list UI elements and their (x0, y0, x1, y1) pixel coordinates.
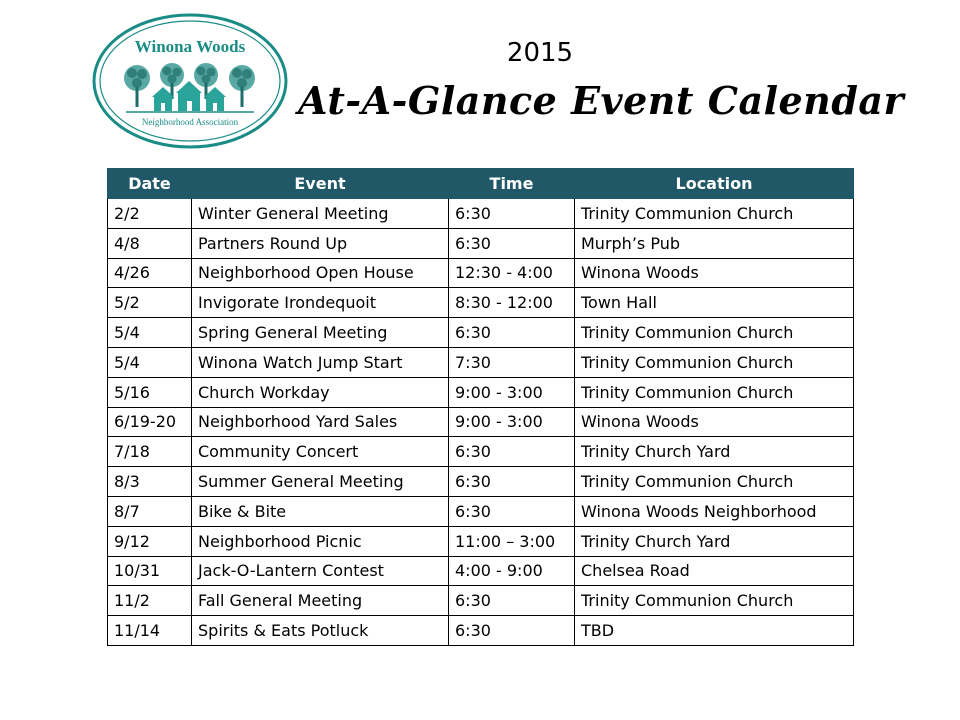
cell-location: Chelsea Road (575, 556, 854, 586)
cell-event: Spirits & Eats Potluck (192, 616, 449, 646)
table-row (108, 526, 854, 556)
cell-time: 9:00 - 3:00 (449, 377, 575, 407)
table-row (108, 437, 854, 467)
logo-name: Winona Woods (134, 37, 246, 56)
table-row (108, 318, 854, 348)
cell-event: Neighborhood Open House (192, 258, 449, 288)
cell-event: Jack-O-Lantern Contest (192, 556, 449, 586)
cell-location: Trinity Church Yard (575, 526, 854, 556)
cell-location: Trinity Communion Church (575, 318, 854, 348)
cell-event: Church Workday (192, 377, 449, 407)
cell-location: Winona Woods (575, 258, 854, 288)
logo-houses (152, 81, 226, 111)
table-row (108, 377, 854, 407)
logo-subtitle: Neighborhood Association (141, 117, 239, 127)
cell-time: 4:00 - 9:00 (449, 556, 575, 586)
cell-event: Bike & Bite (192, 496, 449, 526)
cell-time: 8:30 - 12:00 (449, 288, 575, 318)
cell-date: 9/12 (108, 526, 192, 556)
cell-date: 5/16 (108, 377, 192, 407)
cell-date: 4/8 (108, 228, 192, 258)
cell-location: Winona Woods (575, 407, 854, 437)
cell-date: 5/4 (108, 347, 192, 377)
cell-location: Murph’s Pub (575, 228, 854, 258)
cell-event: Partners Round Up (192, 228, 449, 258)
cell-date: 5/2 (108, 288, 192, 318)
house-icon (176, 81, 202, 111)
cell-date: 10/31 (108, 556, 192, 586)
cell-event: Winona Watch Jump Start (192, 347, 449, 377)
cell-date: 4/26 (108, 258, 192, 288)
cell-time: 6:30 (449, 318, 575, 348)
column-header-location: Location (575, 169, 854, 199)
table-row (108, 586, 854, 616)
tree-icon (124, 65, 150, 107)
cell-event: Community Concert (192, 437, 449, 467)
cell-location: Trinity Communion Church (575, 586, 854, 616)
cell-location: Trinity Communion Church (575, 347, 854, 377)
cell-time: 6:30 (449, 586, 575, 616)
cell-event: Winter General Meeting (192, 199, 449, 229)
column-header-date: Date (108, 169, 192, 199)
table-row (108, 556, 854, 586)
column-header-event: Event (192, 169, 449, 199)
cell-event: Neighborhood Picnic (192, 526, 449, 556)
table-row (108, 496, 854, 526)
cell-location: TBD (575, 616, 854, 646)
table-row (108, 467, 854, 497)
cell-location: Trinity Communion Church (575, 377, 854, 407)
cell-event: Summer General Meeting (192, 467, 449, 497)
cell-event: Fall General Meeting (192, 586, 449, 616)
cell-time: 6:30 (449, 228, 575, 258)
column-header-time: Time (449, 169, 575, 199)
cell-location: Town Hall (575, 288, 854, 318)
cell-time: 7:30 (449, 347, 575, 377)
cell-time: 6:30 (449, 199, 575, 229)
cell-location: Trinity Church Yard (575, 437, 854, 467)
logo-oval-outer (94, 15, 286, 147)
cell-date: 7/18 (108, 437, 192, 467)
cell-date: 5/4 (108, 318, 192, 348)
event-calendar-table (107, 168, 854, 646)
cell-time: 12:30 - 4:00 (449, 258, 575, 288)
table-header-row (108, 169, 854, 199)
table-row (108, 347, 854, 377)
cell-time: 6:30 (449, 496, 575, 526)
cell-event: Spring General Meeting (192, 318, 449, 348)
cell-time: 11:00 – 3:00 (449, 526, 575, 556)
cell-location: Winona Woods Neighborhood (575, 496, 854, 526)
cell-date: 8/3 (108, 467, 192, 497)
calendar-year: 2015 (506, 38, 574, 68)
table-row (108, 616, 854, 646)
cell-date: 11/2 (108, 586, 192, 616)
table-row (108, 258, 854, 288)
cell-location: Trinity Communion Church (575, 199, 854, 229)
cell-date: 11/14 (108, 616, 192, 646)
cell-date: 8/7 (108, 496, 192, 526)
cell-event: Invigorate Irondequoit (192, 288, 449, 318)
winona-woods-logo (92, 13, 288, 149)
table-row (108, 228, 854, 258)
cell-time: 6:30 (449, 467, 575, 497)
table-row (108, 199, 854, 229)
cell-event: Neighborhood Yard Sales (192, 407, 449, 437)
cell-location: Trinity Communion Church (575, 467, 854, 497)
cell-time: 9:00 - 3:00 (449, 407, 575, 437)
table-row (108, 407, 854, 437)
cell-date: 6/19-20 (108, 407, 192, 437)
table-row (108, 288, 854, 318)
cell-time: 6:30 (449, 616, 575, 646)
cell-date: 2/2 (108, 199, 192, 229)
cell-time: 6:30 (449, 437, 575, 467)
page-title: At-A-Glance Event Calendar (298, 78, 905, 123)
tree-icon (229, 65, 255, 107)
